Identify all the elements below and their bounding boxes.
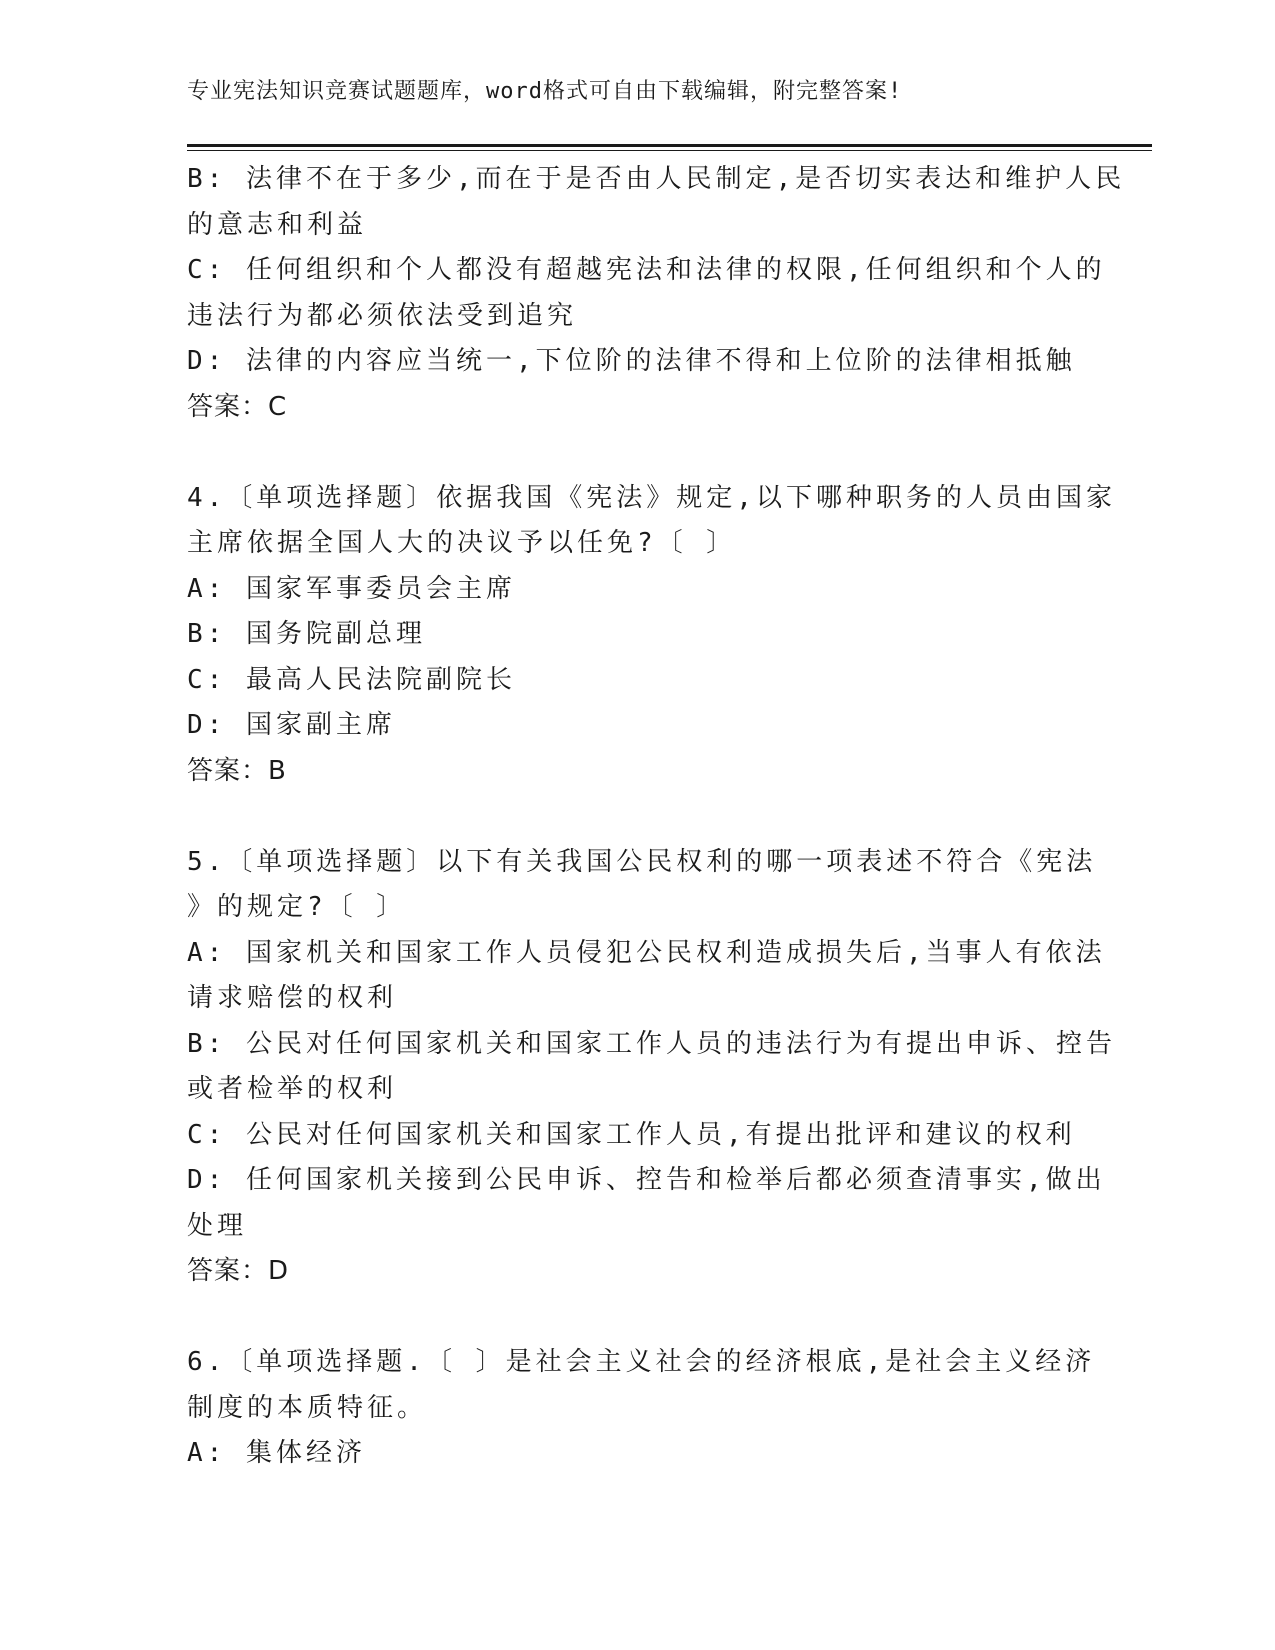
q6-question-line-2: 制度的本质特征。 (187, 1392, 428, 1423)
spacer (187, 430, 1077, 476)
q4-option-a: A: 国家军事委员会主席 (187, 573, 516, 604)
q3-option-c-line-2: 违法行为都必须依法受到追究 (187, 300, 578, 331)
q4-option-b: B: 国务院副总理 (187, 619, 426, 649)
q6-option-a: A: 集体经济 (187, 1438, 366, 1468)
spacer (187, 1295, 1077, 1341)
q4-question-line-2: 主席依据全国人大的决议予以任免?〔 〕 (187, 528, 737, 558)
q4-option-c: C: 最高人民法院副院长 (187, 664, 516, 695)
q5-answer: 答案：D (187, 1256, 290, 1286)
question-6 (187, 1340, 1096, 1477)
q3-option-d-line-1: D: 法律的内容应当统一,下位阶的法律不得和上位阶的法律相抵触 (187, 346, 1076, 376)
q6-question-line-1: 6.〔单项选择题.〔 〕是社会主义社会的经济根底,是社会主义经济 (187, 1347, 1096, 1377)
q5-question-line-1: 5.〔单项选择题〕以下有关我国公民权利的哪一项表述不符合《宪法 (187, 846, 1097, 877)
q4-question-line-1: 4.〔单项选择题〕依据我国《宪法》规定,以下哪种职务的人员由国家 (187, 482, 1116, 513)
q5-option-b-line-2: 或者检举的权利 (187, 1074, 398, 1104)
q5-question-line-2: 》的规定?〔 〕 (187, 892, 407, 922)
q5-option-c-line-1: C: 公民对任何国家机关和国家工作人员,有提出批评和建议的权利 (187, 1119, 1076, 1150)
question-5 (187, 840, 1116, 1295)
question-4 (187, 476, 1116, 795)
q3-option-c-line-1: C: 任何组织和个人都没有超越宪法和法律的权限,任何组织和个人的 (187, 255, 1106, 285)
q5-option-a-line-2: 请求赔偿的权利 (187, 983, 398, 1013)
spacer (187, 794, 1077, 840)
q5-option-d-line-1: D: 任何国家机关接到公民申诉、控告和检举后都必须查清事实,做出 (187, 1165, 1106, 1195)
q3-option-b-line-1: B: 法律不在于多少,而在于是否由人民制定,是否切实表达和维护人民 (187, 164, 1126, 194)
q4-answer: 答案：B (187, 755, 287, 786)
header-rule-thin (187, 150, 1152, 151)
document-body (187, 157, 1126, 1477)
q3-option-b-line-2: 的意志和利益 (187, 209, 368, 240)
q5-option-b-line-1: B: 公民对任何国家机关和国家工作人员的违法行为有提出申诉、控告 (187, 1028, 1116, 1059)
q5-option-d-line-2: 处理 (187, 1210, 248, 1241)
page-header: 专业宪法知识竞赛试题题库，word格式可自由下载编辑，附完整答案! (187, 79, 903, 104)
question-3 (187, 157, 1126, 430)
q5-option-a-line-1: A: 国家机关和国家工作人员侵犯公民权利造成损失后,当事人有依法 (187, 937, 1106, 968)
q4-option-d: D: 国家副主席 (187, 710, 396, 740)
q3-answer: 答案：C (187, 391, 288, 422)
header-rule-thick (187, 144, 1152, 147)
